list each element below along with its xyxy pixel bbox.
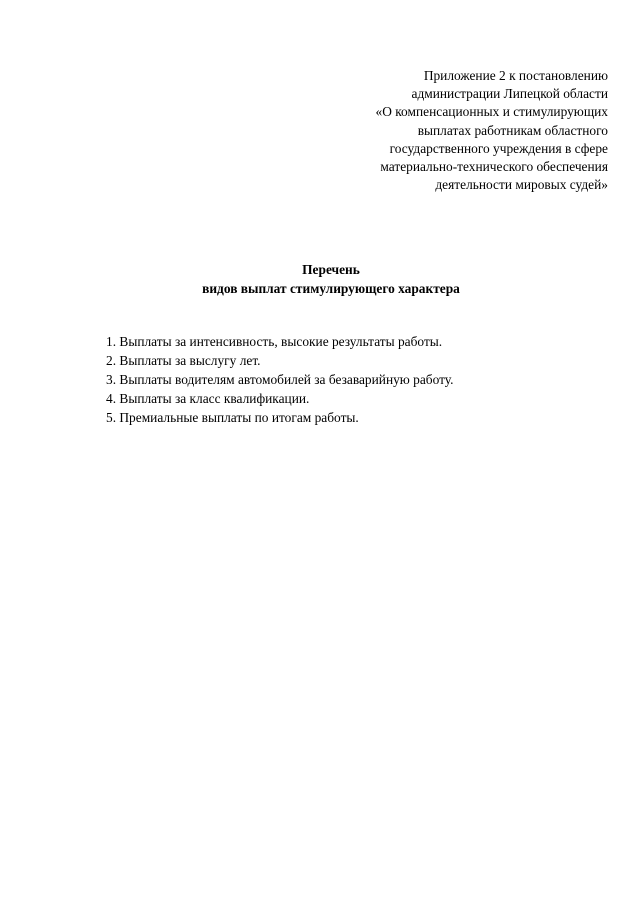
list-item: 1. Выплаты за интенсивность, высокие результаты работы. bbox=[106, 334, 443, 349]
list-item: 4. Выплаты за класс квалификации. bbox=[106, 391, 310, 406]
list-item: 3. Выплаты водителям автомобилей за безаварийную работу. bbox=[106, 372, 454, 387]
list-item: 5. Премиальные выплаты по итогам работы. bbox=[106, 410, 359, 425]
appendix-line: «О компенсационных и стимулирующих bbox=[375, 104, 608, 120]
appendix-line: деятельности мировых судей» bbox=[435, 177, 608, 193]
list-item: 2. Выплаты за выслугу лет. bbox=[106, 353, 261, 368]
appendix-line: администрации Липецкой области bbox=[411, 86, 608, 102]
appendix-line: материально-технического обеспечения bbox=[380, 159, 608, 175]
title-line-1: Перечень bbox=[302, 262, 360, 277]
title-line-2: видов выплат стимулирующего характера bbox=[202, 281, 460, 296]
appendix-line: Приложение 2 к постановлению bbox=[423, 68, 608, 83]
payments-list bbox=[106, 332, 454, 427]
appendix-line: выплатах работникам областного bbox=[417, 122, 608, 138]
appendix-header bbox=[288, 67, 608, 194]
document-title bbox=[0, 260, 640, 298]
appendix-line: государственного учреждения в сфере bbox=[389, 140, 608, 156]
